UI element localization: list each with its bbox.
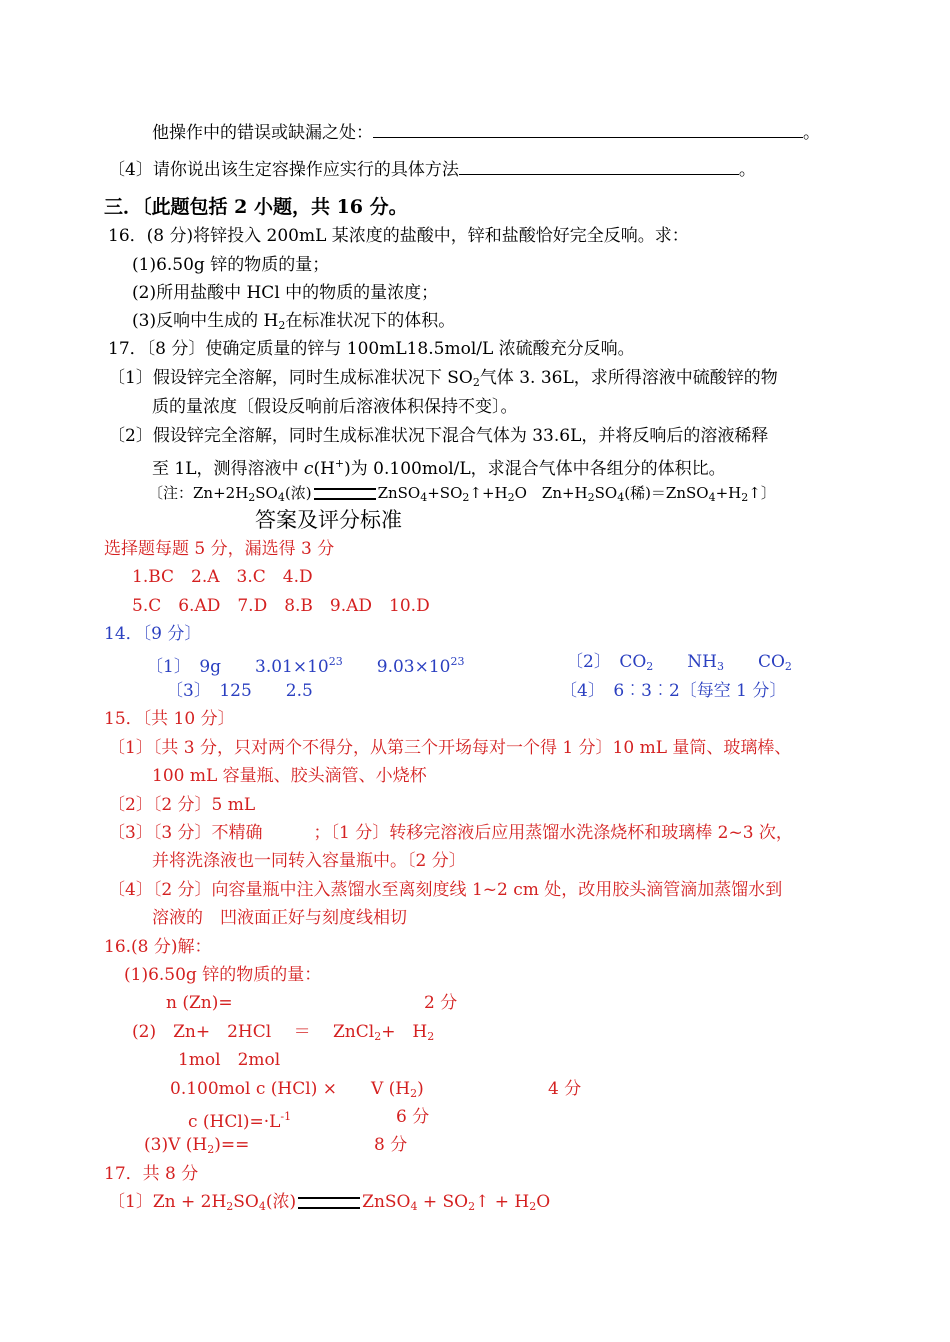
q15-answer-4-cont: 溶液的 凹液面正好与刻度线相切: [152, 908, 407, 928]
q17-equation: 〔1〕$Zn + 2H_2SO_4$(浓) ZnSO$_4$ + $SO_2↑ + H_2O$: [108, 1192, 551, 1213]
q17-note: 〔注：$Zn+2H_2SO_4$(浓) $ZnSO_4+SO_2↑+H_2O$ $Zn+H_2SO_4$(稀)$=ZnSO_4+H_2↑$〕: [148, 484, 776, 504]
q15-answer-4: 〔4〕〔2 分〕向容量瓶中注入蒸馏水至离刻度线 1~2 cm 处，改用胶头滴管滴加蒸馏水到: [108, 880, 783, 900]
q16-solution-heading: 16.(8 分)解：: [104, 937, 212, 957]
equals-arrow-icon: [314, 488, 376, 500]
q15-heading: 15．〔共 10 分〕: [104, 709, 235, 729]
q15-answer-3: 〔3〕〔3 分〕不精确 ；〔1 分〕转移完溶液后应用蒸馏水洗涤烧杯和玻璃棒 2~3 次，: [108, 823, 793, 843]
q14-answer-1: 〔1〕 9g $3.01\times 10^{23}$ $9.03\times 10^{23}$: [146, 655, 465, 677]
q16-part3: (3)反响中生成的 $H_2$在标准状况下的体积。: [132, 311, 456, 332]
q15-error-prompt: 他操作中的错误或缺漏之处： 。: [152, 123, 820, 143]
mc-answers-row2: 5.C 6.AD 7.D 8.B 9.AD 10.D: [132, 596, 430, 616]
q15-answer-3-cont: 并将洗涤液也一同转入容量瓶中。〔2 分〕: [152, 851, 466, 871]
q16-c-hcl: c $(HCl)=\cdot L^{-1}$: [188, 1110, 292, 1132]
q17-part2: 〔2〕假设锌完全溶解，同时生成标准状况下混合气体为 33.6L，并将反响后的溶液稀释: [108, 426, 769, 446]
q16-row3: 0.100mol c (HCl) × V $(H_2)$: [170, 1079, 424, 1100]
q15-answer-1: 〔1〕〔共 3 分，只对两个不得分，从第三个开场每对一个得 1 分〕10 mL 量筒、玻璃棒、: [108, 738, 792, 758]
q17-part1-cont: 质的量浓度〔假设反响前后溶液体积保持不变〕。: [152, 397, 518, 417]
q16-part2: (2)所用盐酸中 HCl 中的物质的量浓度；: [132, 283, 439, 303]
q16-solution-1: (1)6.50g 锌的物质的量：: [124, 965, 322, 985]
q16-equation: (2) Zn+ 2HCl ＝ ZnCl$_2$+ $H_2$: [132, 1022, 435, 1043]
q17-part2-cont: 至 1L，测得溶液中 c(H+)为 0.100mol/L，求混合气体中各组分的体积比。: [152, 457, 726, 479]
q14-answer-4: 〔4〕 6︰3︰2〔每空 1 分〕: [560, 681, 787, 701]
q14-heading: 14．〔9 分〕: [104, 624, 202, 644]
q15-part4-prompt: 〔4〕请你说出该生定容操作应实行的具体方法 。: [108, 160, 756, 180]
answer-blank[interactable]: [373, 121, 803, 138]
equals-arrow-icon: [298, 1197, 360, 1209]
q17-solution-heading: 17．共 8 分: [104, 1164, 199, 1184]
q16-n-zn: n (Zn)=: [166, 993, 233, 1013]
q16-mol-ratio: 1mol 2mol: [178, 1050, 281, 1070]
q17-stem: 17．〔8 分〕使确定质量的锌与 100mL18.5mol/L 浓硫酸充分反响。: [108, 339, 635, 359]
q15-answer-1-cont: 100 mL 容量瓶、胶头滴管、小烧杯: [152, 766, 427, 786]
mc-answers-row1: 1.BC 2.A 3.C 4.D: [132, 567, 313, 587]
answers-title: 答案及评分标准: [255, 508, 402, 532]
q16-stem: 16．(8 分)将锌投入 200mL 某浓度的盐酸中，锌和盐酸恰好完全反响。求：: [108, 226, 689, 246]
q16-n-zn-score: 2 分: [424, 993, 458, 1013]
section-3-title: 三．〔此题包括 2 小题，共 16 分。: [104, 196, 408, 218]
q16-row3-score: 4 分: [548, 1079, 582, 1099]
q16-volume-score: 8 分: [374, 1135, 408, 1155]
q16-part1: (1)6.50g 锌的物质的量；: [132, 255, 330, 275]
answer-blank[interactable]: [459, 158, 739, 175]
q15-answer-2: 〔2〕〔2 分〕5 mL: [108, 795, 256, 815]
mc-rule: 选择题每题 5 分，漏选得 3 分: [104, 539, 335, 559]
q17-part1: 〔1〕假设锌完全溶解，同时生成标准状况下 $SO_2$气体 3. 36L，求所得溶液中硫酸锌的物: [108, 368, 778, 389]
q14-answer-2: 〔2〕 $CO_2$ $NH_3$ $CO_2$: [566, 652, 792, 673]
q16-volume: (3)V $(H_2)==$: [144, 1135, 250, 1156]
q14-answer-3: 〔3〕 125 2.5: [166, 681, 313, 701]
q16-c-hcl-score: 6 分: [396, 1107, 430, 1127]
